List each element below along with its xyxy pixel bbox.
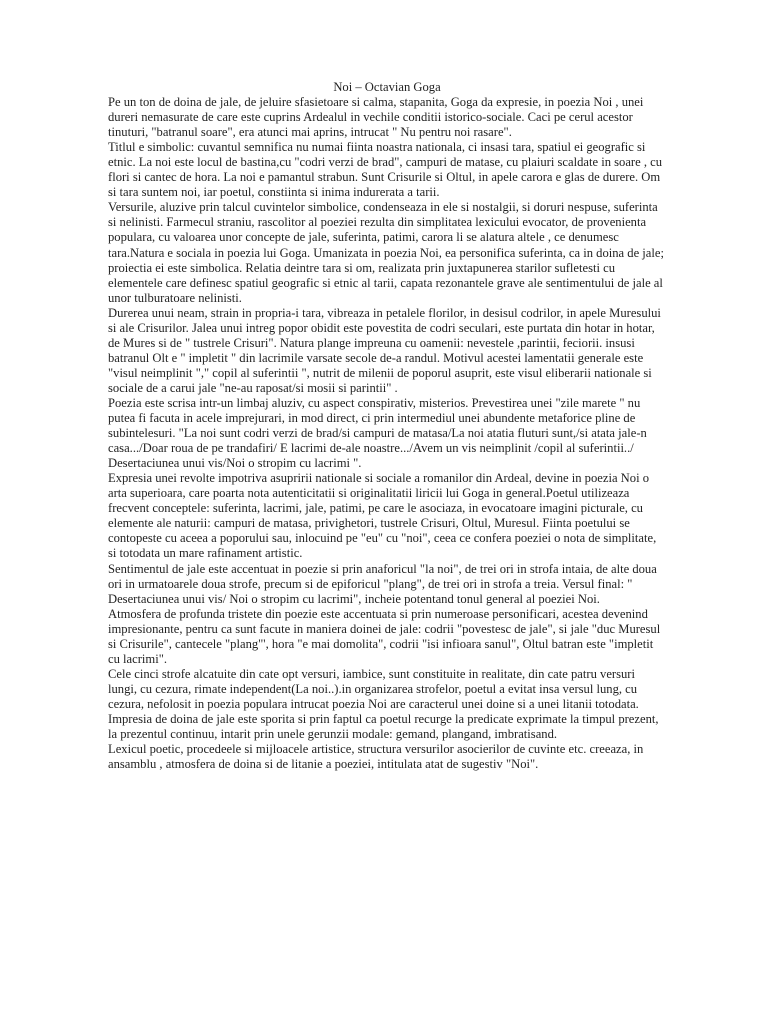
- paragraph-anaphora: Sentimentul de jale este accentuat in poezie si prin anaforicul "la noi", de trei ori in strofa intaia, de alte doua ori in urmatoarele doua strofe, precum si de epiforicul "plang", de trei ori in strofa a treia. Versul final: " Desertaciunea unui vis/ Noi o stropim cu lacrimi", incheie potentand tonul general al poeziei Noi.: [108, 561, 657, 606]
- paragraph-verses: Versurile, aluzive prin talcul cuvintelor simbolice, condenseaza in ele si nostalgii, si doruri nespuse, suferinta si nelinisti. Farmecul straniu, rascolitor al poeziei rezulta din simplitatea lexicului evocator, de provenienta populara, cu valoarea unor concepte de jale, suferinta, patimi, carora li se alatura altele , ce denumesc tara.Natura e sociala in poezia lui Goga. Umanizata in poezia Noi, ea personifica suferinta, ca in doina de jale; proiectia ei este simbolica. Relatia deintre tara si om, realizata prin juxtapunerea starilor sufletesti cu elementele care definesc spatiul geografic si etnic al tarii, capata rezonantele grave ale sentimentului de jale al unor tulburatoare nelinisti.: [108, 200, 664, 305]
- paragraph-language: Poezia este scrisa intr-un limbaj aluziv, cu aspect conspirativ, misterios. Prevestirea unei "zile marete " nu putea fi facuta in acele imprejurari, in mod direct, ci prin intermediul unei abundente metaforice pline de subintelesuri. "La noi sunt codri verzi de brad/si campuri de matasa/La noi atatia fluturi sunt,/si atata jale-n casa.../Doar roua de pe trandafiri/ E lacrimi de-ale noastre.../Avem un vis neimplinit /copil al suferintii../ Desertaciunea unui vis/Noi o stropim cu lacrimi ".: [108, 395, 647, 471]
- paragraph-lexicon: Lexicul poetic, procedeele si mijloacele artistice, structura versurilor asocierilor de cuvinte etc. creeaza, in ansamblu , atmosfera de doina si de litanie a poeziei, intitulata atat de sugestiv "Noi".: [108, 742, 644, 772]
- document-title: Noi – Octavian Goga: [333, 80, 441, 94]
- paragraph-nation-pain: Durerea unui neam, strain in propria-i tara, vibreaza in petalele florilor, in desisul codrilor, in apele Muresului si ale Crisurilor. Jalea unui intreg popor obidit este povestita de codri seculari, este purtata din hotar in hotar, de Mures si de " tustrele Crisuri". Natura plange impreuna cu oamenii: nevestele ,parintii, feciorii. insusi batranul Olt e " impletit " din lacrimile varsate secole de-a randul. Motivul acestei lamentatii generale este "visul neimplinit "," copil al suferintii ", nutrit de milenii de poporul asuprit, este visul eliberarii nationale si sociale de a carui jale "ne-au raposat/si mosii si parintii" .: [108, 305, 661, 395]
- document-body: [108, 80, 666, 772]
- paragraph-intro: Pe un ton de doina de jale, de jeluire sfasietoare si calma, stapanita, Goga da expresie, in poezia Noi , unei dureri nemasurate de care este cuprins Ardealul in vechile conditii istorico-sociale. Caci pe cerul acestor tinuturi, "batranul soare", era atunci mai aprins, intrucat " Nu pentru noi rasare".: [108, 95, 644, 140]
- paragraph-strophes: Cele cinci strofe alcatuite din cate opt versuri, iambice, sunt constituite in realitate, din cate patru versuri lungi, cu cezura, rimate independent(La noi..).in organizarea strofelor, poetul a evitat insa versul lung, cu cezura, nefolosit in poezia populara intrucat poezia Noi are caracterul unei doine si a unei litanii totodata. Impresia de doina de jale este sporita si prin faptul ca poetul recurge la predicate exprimate la timpul prezent, la prezentul continuu, intarit prin unele gerunzii modale: gemand, plangand, imbratisand.: [108, 666, 659, 742]
- paragraph-title-symbolism: Titlul e simbolic: cuvantul semnifica nu numai fiinta noastra nationala, ci insasi tara, spatiul ei geografic si etnic. La noi este locul de bastina,cu "codri verzi de brad", campuri de matase, cu plaiuri scaldate in soare , cu flori si cantec de hora. La noi e pamantul strabun. Sunt Crisurile si Oltul, in apele carora e glas de durere. Om si tara suntem noi, iar poetul, constiinta si inima indurerata a tarii.: [108, 140, 663, 200]
- paragraph-revolt: Expresia unei revolte impotriva asupririi nationale si sociale a romanilor din Ardeal, devine in poezia Noi o arta superioara, care poarta nota autenticitatii si originalitatii liricii lui Goga in general.Poetul utilizeaza frecvent conceptele: suferinta, lacrimi, jale, patimi, pe care le asociaza, in evocatoare imagini picturale, cu elemente ale naturii: campuri de matasa, privighetori, tustrele Crisuri, Oltul, Muresul. Fiinta poetului se contopeste cu aceea a poporului sau, inlocuind pe "eu" cu "noi", ceea ce confera poeziei o nota de simplitate, si totodata un mare rafinament artistic.: [108, 471, 657, 561]
- paragraph-personification: Atmosfera de profunda tristete din poezie este accentuata si prin numeroase personificari, acestea devenind impresionante, pentru ca sunt facute in maniera doinei de jale: codrii "povestesc de jale", si jale "duc Muresul si Crisurile", cantecele "plang"', hora "e mai domolita", codrii "isi infioara sanul", Oltul batran este "impletit cu lacrimi".: [108, 606, 661, 666]
